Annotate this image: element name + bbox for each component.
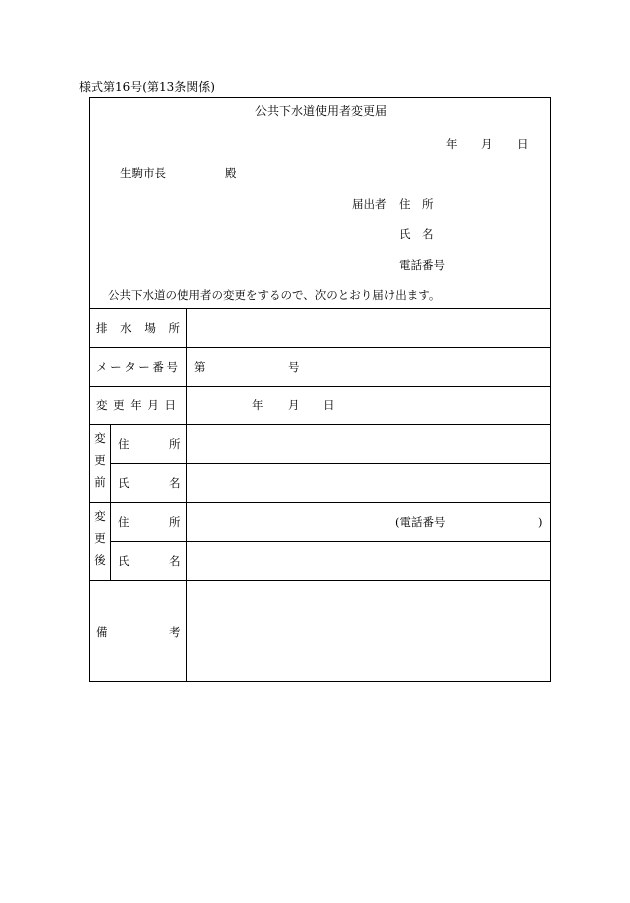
change-date-month: 月 [288,398,300,412]
after-phone-close: ) [538,515,543,529]
date-month-label: 月 [481,137,493,151]
change-date-day: 日 [323,398,335,412]
after-change-group-label: 変更後 [94,509,106,567]
drainage-location-label: 排 水 場 所 [96,321,180,335]
addressee-honorific: 殿 [225,166,237,180]
statement-text: 公共下水道の使用者の変更をするので、次のとおり届け出ます。 [108,288,441,302]
meter-number-prefix: 第 [194,360,206,374]
date-year-label: 年 [446,137,458,151]
column-divider [186,308,187,682]
remarks-label-left: 備 [96,625,108,639]
before-name-label-right: 名 [169,476,181,490]
after-address-label-left: 住 [118,515,130,529]
before-change-group-label: 変更前 [94,431,106,489]
meter-number-suffix: 号 [288,360,300,374]
row-divider [89,580,551,581]
after-address-label-right: 所 [169,515,181,529]
applicant-phone-label: 電話番号 [399,258,445,272]
meter-number-label: メーター番号 [96,360,180,374]
date-day-label: 日 [517,137,529,151]
change-date-label: 変更年月日 [96,398,180,412]
addressee-name: 生駒市長 [120,166,166,180]
before-name-label-left: 氏 [118,476,130,490]
group-column-divider [110,424,111,580]
remarks-label-right: 考 [169,625,181,639]
row-divider [89,386,551,387]
row-divider [110,541,551,542]
row-divider [89,347,551,348]
after-phone-open: (電話番号 [395,515,446,529]
form-frame [89,97,551,682]
row-divider [89,502,551,503]
before-address-label-left: 住 [118,437,130,451]
applicant-name-label: 氏 名 [399,227,434,241]
form-title: 公共下水道使用者変更届 [255,104,388,118]
row-divider [89,424,551,425]
table-top-border [89,308,551,309]
applicant-label: 届出者 [352,197,387,211]
row-divider [110,463,551,464]
form-number: 様式第16号(第13条関係) [79,80,215,94]
after-name-label-right: 名 [169,554,181,568]
after-name-label-left: 氏 [118,554,130,568]
change-date-year: 年 [252,398,264,412]
before-address-label-right: 所 [169,437,181,451]
applicant-address-label: 住 所 [399,197,434,211]
